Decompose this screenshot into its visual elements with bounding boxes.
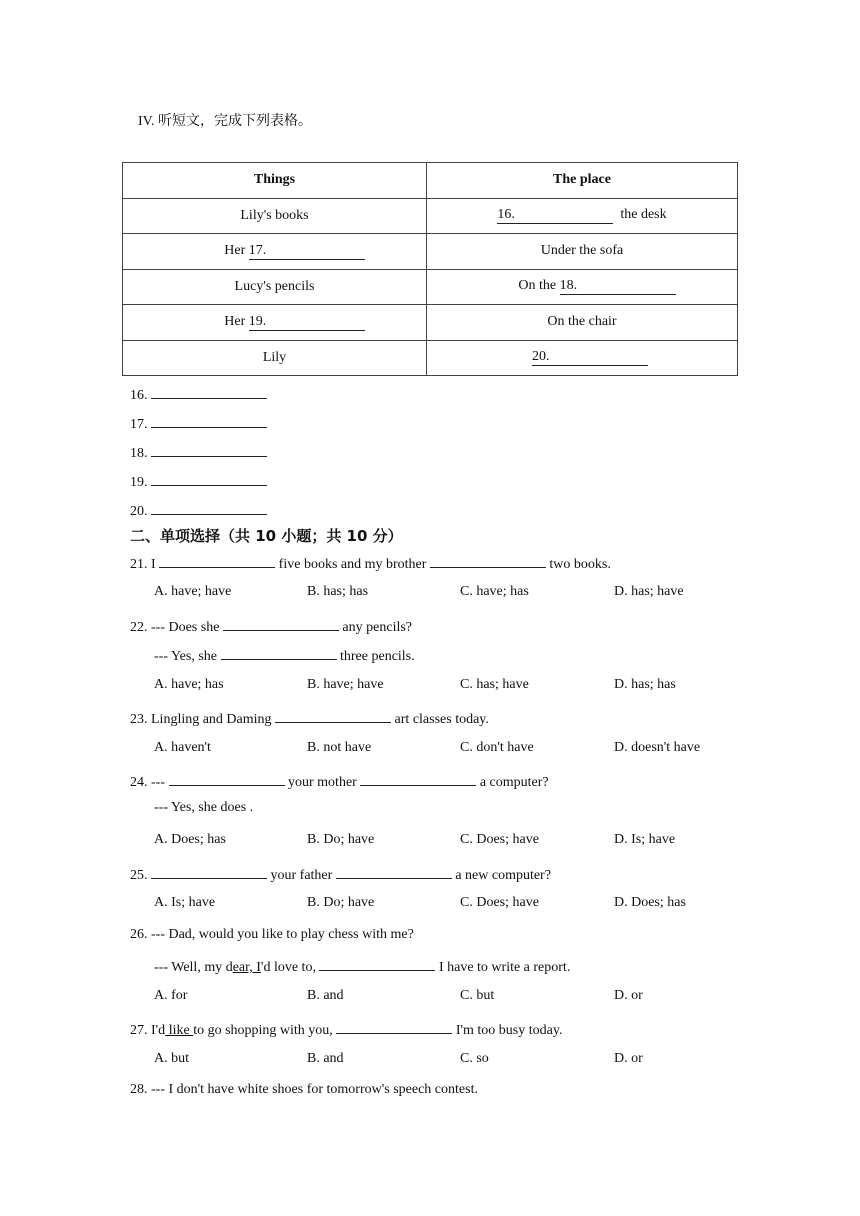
answer-line-18: 18. bbox=[130, 442, 267, 462]
q24-blank-2[interactable] bbox=[360, 771, 476, 786]
blank-18[interactable] bbox=[560, 278, 676, 295]
q23-option-c[interactable]: C. don't have bbox=[460, 740, 534, 755]
table-row bbox=[123, 234, 738, 270]
q22-option-d[interactable]: D. has; has bbox=[614, 677, 676, 692]
q23-blank-1[interactable] bbox=[275, 708, 391, 723]
q23-option-b[interactable]: B. not have bbox=[307, 740, 372, 755]
answer-blank[interactable] bbox=[151, 471, 267, 486]
q22-blank-1[interactable] bbox=[223, 616, 339, 631]
q23-option-a[interactable]: A. haven't bbox=[154, 740, 211, 755]
question-27: 27. I'd like to go shopping with you, I'm too busy today. bbox=[130, 1019, 562, 1039]
table-header-row bbox=[123, 163, 738, 199]
cell-things bbox=[123, 234, 427, 270]
question-25: 25. your father a new computer? bbox=[130, 864, 551, 884]
q21-blank-1[interactable] bbox=[159, 553, 275, 568]
section-4-title: IV. 听短文，完成下列表格。 bbox=[138, 114, 312, 129]
q21-option-a[interactable]: A. have; have bbox=[154, 584, 232, 599]
q26-option-a[interactable]: A. for bbox=[154, 988, 188, 1003]
q22-blank-2[interactable] bbox=[221, 645, 337, 660]
q26-option-b[interactable]: B. and bbox=[307, 988, 344, 1003]
q24-option-c[interactable]: C. Does; have bbox=[460, 832, 539, 847]
q25-option-a[interactable]: A. Is; have bbox=[154, 895, 216, 910]
q22-option-a[interactable]: A. have; has bbox=[154, 677, 224, 692]
blank-number: 19. bbox=[248, 313, 267, 329]
question-22-line-2: --- Yes, she three pencils. bbox=[154, 645, 415, 665]
blank-20[interactable] bbox=[532, 349, 648, 366]
q25-option-d[interactable]: D. Does; has bbox=[614, 895, 686, 910]
listening-table bbox=[122, 162, 738, 376]
cell-place bbox=[427, 269, 738, 305]
q24-option-b[interactable]: B. Do; have bbox=[307, 832, 375, 847]
cell-place bbox=[427, 198, 738, 234]
blank-number: 20. bbox=[532, 349, 550, 365]
q24-blank-1[interactable] bbox=[169, 771, 285, 786]
cell-place: Under the sofa bbox=[427, 234, 738, 270]
question-24: 24. --- your mother a computer? bbox=[130, 771, 549, 791]
blank-number: 18. bbox=[559, 278, 578, 294]
q26-option-d[interactable]: D. or bbox=[614, 988, 643, 1003]
q27-option-b[interactable]: B. and bbox=[307, 1051, 344, 1066]
cell-things: Lily's books bbox=[123, 198, 427, 234]
cell-place bbox=[427, 340, 738, 376]
things-text: Her bbox=[224, 242, 246, 258]
cell-things: Lily bbox=[123, 340, 427, 376]
q21-option-b[interactable]: B. has; has bbox=[307, 584, 369, 599]
q27-option-c[interactable]: C. so bbox=[460, 1051, 489, 1066]
header-place: The place bbox=[427, 163, 738, 199]
things-text: Her bbox=[224, 313, 246, 329]
question-26-line-2: --- Well, my dear, I'd love to, I have to write a report. bbox=[154, 956, 570, 976]
q24-option-a[interactable]: A. Does; has bbox=[154, 832, 226, 847]
question-21: 21. I five books and my brother two books. bbox=[130, 553, 611, 573]
place-text: On the bbox=[518, 278, 557, 294]
q27-blank-1[interactable] bbox=[336, 1019, 452, 1034]
q27-option-d[interactable]: D. or bbox=[614, 1051, 643, 1066]
answer-blank[interactable] bbox=[151, 413, 267, 428]
q24-option-d[interactable]: D. Is; have bbox=[614, 832, 676, 847]
q25-option-c[interactable]: C. Does; have bbox=[460, 895, 539, 910]
answer-blank[interactable] bbox=[151, 500, 267, 515]
q21-option-d[interactable]: D. has; have bbox=[614, 584, 684, 599]
answer-blank[interactable] bbox=[151, 384, 267, 399]
question-28: 28. --- I don't have white shoes for tomorrow's speech contest. bbox=[130, 1082, 478, 1097]
q22-option-b[interactable]: B. have; have bbox=[307, 677, 384, 692]
blank-number: 16. bbox=[497, 207, 515, 223]
answer-line-19: 19. bbox=[130, 471, 267, 491]
answer-line-17: 17. bbox=[130, 413, 267, 433]
question-23: 23. Lingling and Daming art classes today. bbox=[130, 708, 489, 728]
q26-blank-1[interactable] bbox=[319, 956, 435, 971]
section-2-title: 二、单项选择（共 10 小题；共 10 分） bbox=[130, 527, 403, 545]
q26-option-c[interactable]: C. but bbox=[460, 988, 495, 1003]
q21-blank-2[interactable] bbox=[430, 553, 546, 568]
table-row bbox=[123, 340, 738, 376]
cell-place: On the chair bbox=[427, 305, 738, 341]
place-text: the desk bbox=[620, 207, 667, 223]
question-26: 26. --- Dad, would you like to play chess with me? bbox=[130, 927, 414, 942]
table-row bbox=[123, 305, 738, 341]
blank-19[interactable] bbox=[249, 314, 365, 331]
table-row bbox=[123, 198, 738, 234]
blank-16[interactable] bbox=[497, 207, 613, 224]
q25-blank-2[interactable] bbox=[336, 864, 452, 879]
question-22: 22. --- Does she any pencils? bbox=[130, 616, 412, 636]
answer-line-16: 16. bbox=[130, 384, 267, 404]
table-row bbox=[123, 269, 738, 305]
header-things: Things bbox=[123, 163, 427, 199]
answer-line-20: 20. bbox=[130, 500, 267, 520]
q25-option-b[interactable]: B. Do; have bbox=[307, 895, 375, 910]
blank-number: 17. bbox=[248, 242, 267, 258]
cell-things: Lucy's pencils bbox=[123, 269, 427, 305]
q27-option-a[interactable]: A. but bbox=[154, 1051, 189, 1066]
q22-option-c[interactable]: C. has; have bbox=[460, 677, 529, 692]
blank-17[interactable] bbox=[249, 243, 365, 260]
answer-blank[interactable] bbox=[151, 442, 267, 457]
q25-blank-1[interactable] bbox=[151, 864, 267, 879]
cell-things bbox=[123, 305, 427, 341]
q23-option-d[interactable]: D. doesn't have bbox=[614, 740, 701, 755]
question-24-line-2: --- Yes, she does . bbox=[154, 800, 254, 815]
q21-option-c[interactable]: C. have; has bbox=[460, 584, 529, 599]
